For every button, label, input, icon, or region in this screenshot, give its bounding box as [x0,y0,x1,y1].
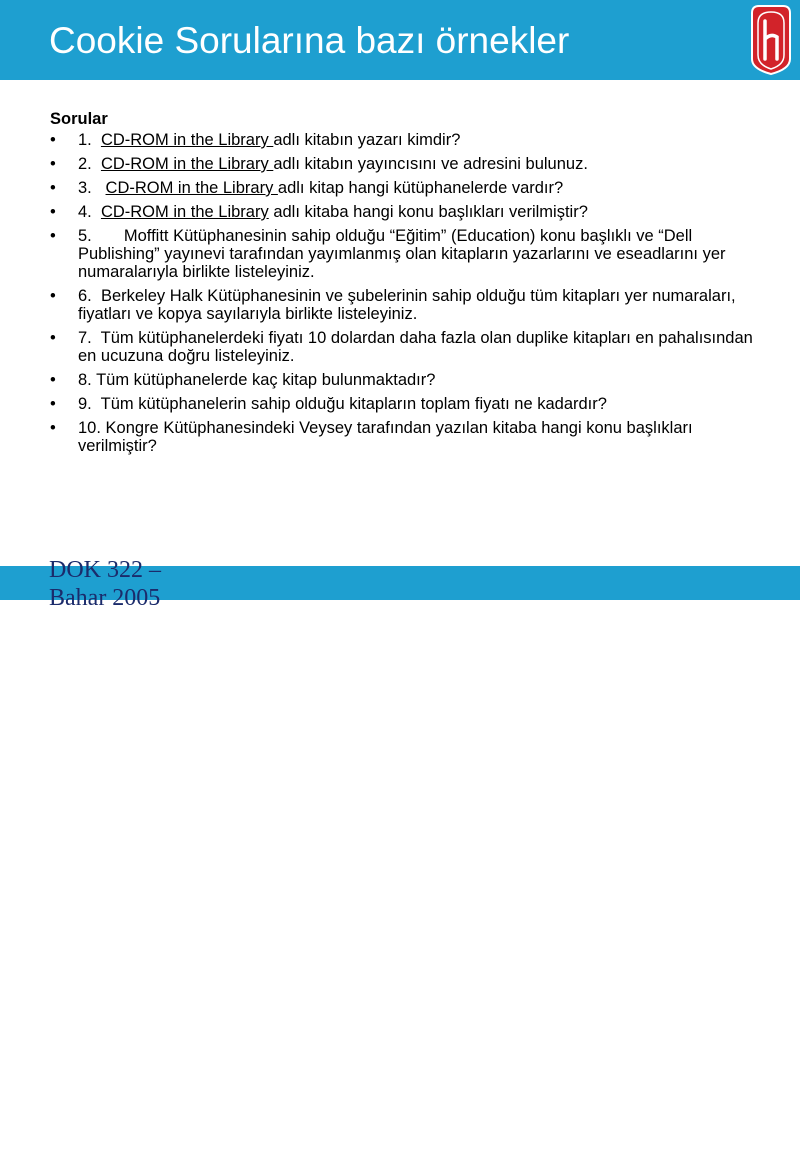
bullet-icon: • [50,371,56,389]
list-item: • 6. Berkeley Halk Kütüphanesinin ve şubelerinin sahip olduğu tüm kitapları yer numaraları, fiyatları ve kopya sayılarıyla birlikte listeleyiniz. [50,287,736,323]
book-title-link[interactable]: CD-ROM in the Library [100,155,274,173]
bullet-icon: • [50,419,56,437]
list-item: • 10. Kongre Kütüphanesindeki Veysey tarafından yazılan kitaba hangi konu başlıkları verilmiştir? [50,419,693,455]
bullet-icon: • [50,395,56,413]
bullet-icon: • [50,203,56,221]
book-title-link[interactable]: CD-ROM in the Library [100,131,274,149]
bullet-icon: • [50,227,56,245]
book-title-link[interactable]: CD-ROM in the Library [100,203,269,221]
book-title-link[interactable]: CD-ROM in the Library [105,179,278,197]
bullet-icon: • [50,131,56,149]
title-bar [0,0,800,80]
list-item: • 1. CD-ROM in the Library adlı kitabın yazarı kimdir? [50,131,461,149]
slide-title: Cookie Sorularına bazı örnekler [49,20,570,61]
list-item: • 4. CD-ROM in the Library adlı kitaba hangi konu başlıkları verilmiştir? [50,203,588,221]
list-item: • 9. Tüm kütüphanelerin sahip olduğu kitapların toplam fiyatı ne kadardır? [50,395,607,413]
list-item: • 2. CD-ROM in the Library adlı kitabın yayıncısını ve adresini bulunuz. [50,155,588,173]
slide-info: 2005.02.21 - SLAYT 71 [654,1144,759,1155]
list-item: • 5. Moffitt Kütüphanesinin sahip olduğu “Eğitim” (Education) konu başlıklı ve “Dell Publishing” yayınevi tarafından yayımlanmış olan kitapların yazarlarını ve eseadlarını yer numaralarıyla birlikte listeleyiniz. [50,227,726,281]
question-list [50,131,765,455]
bullet-icon: • [50,287,56,305]
slide-body [50,109,765,461]
course-label: DOK 322 – Bahar 2005 [49,557,161,611]
subtitle: Sorular [50,110,108,128]
list-item: • 3. CD-ROM in the Library adlı kitap hangi kütüphanelerde vardır? [50,179,564,197]
list-item: • 8. Tüm kütüphanelerde kaç kitap bulunmaktadır? [50,371,436,389]
bullet-icon: • [50,329,56,347]
bullet-icon: • [50,179,56,197]
hacettepe-logo-icon [746,3,796,77]
list-item: • 7. Tüm kütüphanelerdeki fiyatı 10 dolardan daha fazla olan duplike kitapları en pahalısından en ucuzuna doğru listeleyiniz. [50,329,753,365]
bullet-icon: • [50,155,56,173]
